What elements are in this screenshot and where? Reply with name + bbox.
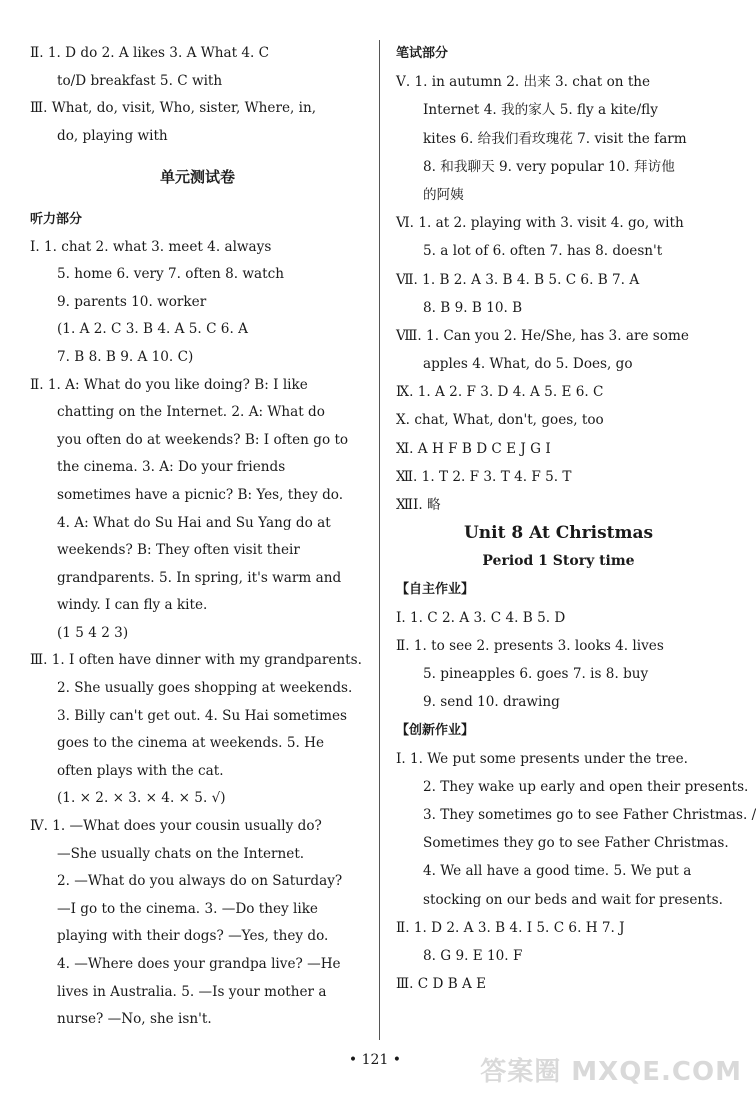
right-line: Internet 4. 我的家人 5. fly a kite/fly — [423, 102, 658, 119]
left-line: 2. She usually goes shopping at weekends. — [57, 680, 353, 697]
right-line: Ⅱ. 1. D 2. A 3. B 4. I 5. C 6. H 7. J — [396, 919, 625, 936]
left-line: to/D breakfast 5. C with — [57, 72, 223, 89]
left-line: Ⅳ. 1. —What does your cousin usually do? — [30, 818, 322, 835]
left-column — [30, 40, 365, 1034]
right-line: 笔试部分 — [396, 46, 449, 61]
left-line: grandparents. 5. In spring, it's warm and — [57, 569, 342, 586]
right-line: Ⅸ. 1. A 2. F 3. D 4. A 5. E 6. C — [396, 384, 604, 401]
column-divider — [379, 40, 380, 1040]
right-line: Unit 8 At Christmas — [463, 523, 654, 544]
left-line: (1 5 4 2 3) — [57, 624, 129, 641]
left-line: Ⅱ. 1. D do 2. A likes 3. A What 4. C — [30, 45, 270, 61]
page-number: • 121 • — [348, 1052, 402, 1068]
right-line: kites 6. 给我们看玫瑰花 7. visit the farm — [423, 130, 687, 147]
left-line: 2. —What do you always do on Saturday? — [57, 873, 343, 890]
right-line: 5. pineapples 6. goes 7. is 8. buy — [423, 666, 649, 683]
left-line: do, playing with — [57, 127, 168, 144]
left-line: Ⅲ. What, do, visit, Who, sister, Where, in, — [30, 100, 317, 117]
left-line: —I go to the cinema. 3. —Do they like — [57, 900, 318, 917]
right-line: Period 1 Story time — [482, 553, 635, 570]
left-line: lives in Australia. 5. —Is your mother a — [57, 983, 327, 1000]
left-line: Ⅱ. 1. A: What do you like doing? B: I like — [30, 376, 308, 393]
right-line: 5. a lot of 6. often 7. has 8. doesn't — [423, 243, 663, 260]
left-line: goes to the cinema at weekends. 5. He — [57, 735, 325, 752]
right-line: Ⅹ. chat, What, don't, goes, too — [396, 412, 604, 429]
left-line — [30, 192, 365, 206]
left-line: nurse? —No, she isn't. — [57, 1011, 212, 1028]
right-line: Sometimes they go to see Father Christmas. — [423, 835, 729, 852]
right-line: 【创新作业】 — [396, 722, 475, 738]
left-line: 听力部分 — [30, 211, 83, 227]
right-line: Ⅻ. 1. T 2. F 3. T 4. F 5. T — [396, 468, 572, 485]
left-line: Ⅲ. 1. I often have dinner with my grandparents. — [30, 652, 362, 669]
right-line: ⅫⅠ. 略 — [396, 497, 441, 513]
left-line: you often do at weekends? B: I often go to — [57, 431, 349, 448]
left-line: —She usually chats on the Internet. — [57, 845, 305, 862]
right-line: 3. They sometimes go to see Father Christmas. / — [423, 807, 756, 824]
left-line: chatting on the Internet. 2. A: What do — [57, 404, 325, 421]
left-line: often plays with the cat. — [57, 762, 224, 779]
right-line: 8. G 9. E 10. F — [423, 948, 523, 964]
left-line: 5. home 6. very 7. often 8. watch — [57, 266, 284, 283]
right-line: Ⅵ. 1. at 2. playing with 3. visit 4. go, with — [396, 215, 684, 232]
right-line: Ⅰ. 1. C 2. A 3. C 4. B 5. D — [396, 609, 566, 626]
left-line: 9. parents 10. worker — [57, 293, 207, 310]
right-line: 4. We all have a good time. 5. We put a — [423, 863, 692, 880]
right-line: stocking on our beds and wait for presents. — [423, 891, 723, 908]
left-line: (1. × 2. × 3. × 4. × 5. √) — [57, 790, 226, 807]
right-line: Ⅱ. 1. to see 2. presents 3. looks 4. lives — [396, 637, 664, 654]
left-line: weekends? B: They often visit their — [57, 542, 300, 559]
right-line: Ⅴ. 1. in autumn 2. 出来 3. chat on the — [396, 74, 651, 91]
right-line: 【自主作业】 — [396, 581, 475, 597]
left-line: (1. A 2. C 3. B 4. A 5. C 6. A — [57, 321, 248, 338]
left-line: 4. A: What do Su Hai and Su Yang do at — [57, 514, 331, 531]
left-line — [30, 150, 365, 164]
right-line: Ⅺ. A H F B D C E J G I — [396, 440, 551, 457]
right-line: Ⅰ. 1. We put some presents under the tree. — [396, 750, 688, 767]
left-line: Ⅰ. 1. chat 2. what 3. meet 4. always — [30, 238, 272, 255]
left-line: 4. —Where does your grandpa live? —He — [57, 956, 341, 972]
right-line: apples 4. What, do 5. Does, go — [423, 356, 633, 373]
right-line: 的阿姨 — [423, 186, 464, 203]
left-line: sometimes have a picnic? B: Yes, they do. — [57, 486, 344, 503]
left-line: 单元测试卷 — [159, 168, 235, 187]
right-line: 8. B 9. B 10. B — [423, 299, 523, 316]
left-line: windy. I can fly a kite. — [57, 597, 208, 614]
watermark-logo: 答案圈 MXQE.COM — [480, 1057, 742, 1087]
left-line: 7. B 8. B 9. A 10. C) — [57, 348, 194, 365]
right-line: Ⅲ. C D B A E — [396, 976, 487, 993]
right-column — [396, 40, 756, 998]
right-line: Ⅶ. 1. B 2. A 3. B 4. B 5. C 6. B 7. A — [396, 271, 640, 288]
left-line: playing with their dogs? —Yes, they do. — [57, 928, 329, 945]
right-line: Ⅷ. 1. Can you 2. He/She, has 3. are some — [396, 327, 689, 344]
right-line: 8. 和我聊天 9. very popular 10. 拜访他 — [423, 158, 675, 175]
left-line: 3. Billy can't get out. 4. Su Hai sometimes — [57, 707, 348, 724]
right-line: 9. send 10. drawing — [423, 694, 560, 711]
left-line: the cinema. 3. A: Do your friends — [57, 459, 286, 476]
right-line: 2. They wake up early and open their presents. — [423, 778, 749, 795]
